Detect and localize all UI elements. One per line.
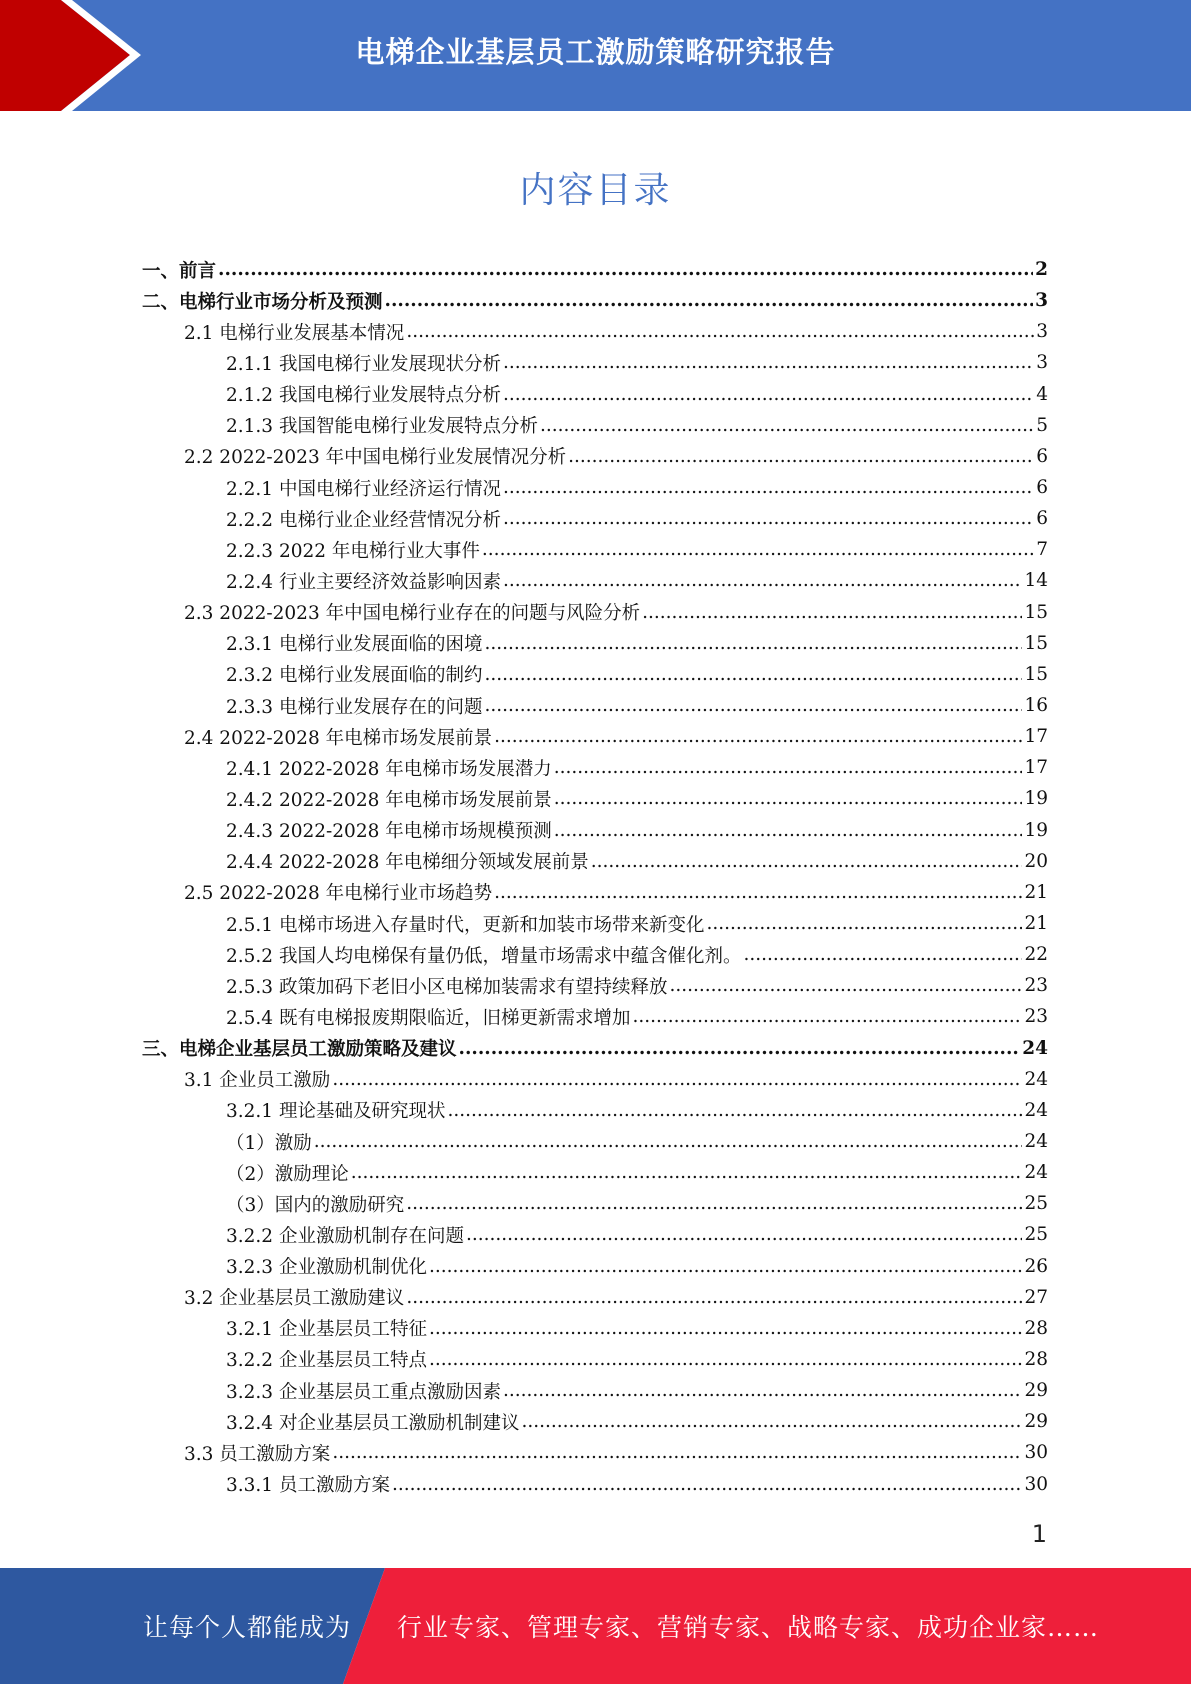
toc-leader-dots (482, 539, 1034, 560)
toc-entry[interactable] (142, 1095, 1048, 1126)
toc-entry-page: 15 (1024, 601, 1048, 623)
toc-entry[interactable] (142, 254, 1048, 285)
toc-leader-dots (484, 664, 1022, 685)
toc-entry-title: 3.2 企业基层员工激励建议 (184, 1288, 405, 1310)
toc-entry-title: 2.1.1 我国电梯行业发展现状分析 (226, 353, 501, 375)
toc-entry-page: 17 (1024, 757, 1048, 779)
toc-entry-page: 25 (1024, 1224, 1048, 1246)
toc-leader-dots (429, 1349, 1022, 1370)
toc-leader-dots (568, 446, 1034, 467)
toc-entry-page: 4 (1036, 383, 1048, 405)
toc-leader-dots (332, 1442, 1022, 1463)
toc-entry[interactable] (142, 721, 1048, 752)
toc-entry-title: 3.3 员工激励方案 (184, 1443, 331, 1465)
toc-entry-page: 24 (1024, 1068, 1048, 1090)
toc-leader-dots (642, 602, 1022, 623)
toc-entry[interactable] (142, 597, 1048, 628)
toc-entry-title: （2）激励理论 (226, 1163, 349, 1185)
toc-leader-dots (591, 851, 1023, 872)
toc-entry[interactable] (142, 970, 1048, 1001)
toc-entry-title: 3.1 企业员工激励 (184, 1070, 331, 1092)
toc-entry-title: （3）国内的激励研究 (226, 1194, 405, 1216)
toc-leader-dots (351, 1162, 1023, 1183)
toc-entry-page: 23 (1024, 975, 1048, 997)
toc-entry-page: 6 (1036, 477, 1048, 499)
toc-entry[interactable] (142, 316, 1048, 347)
toc-entry-page: 22 (1024, 944, 1048, 966)
toc-entry[interactable] (142, 1313, 1048, 1344)
toc-leader-dots (503, 508, 1034, 529)
toc-entry-title: 3.2.1 理论基础及研究现状 (226, 1101, 446, 1123)
toc-entry-page: 3 (1035, 290, 1048, 312)
toc-entry-page: 29 (1024, 1380, 1048, 1402)
toc-entry-title: 2.1.3 我国智能电梯行业发展特点分析 (226, 416, 538, 438)
toc-entry-page: 28 (1024, 1348, 1048, 1370)
toc-leader-dots (314, 1131, 1023, 1152)
toc-entry-title: 2.2.3 2022 年电梯行业大事件 (226, 540, 480, 562)
page-number: 1 (1031, 1520, 1047, 1548)
toc-entry-page: 29 (1024, 1411, 1048, 1433)
toc-entry-page: 24 (1022, 1037, 1048, 1059)
toc-entry-title: 2.2.4 行业主要经济效益影响因素 (226, 571, 501, 593)
toc-entry[interactable] (142, 1406, 1048, 1437)
toc-entry-title: 3.2.3 企业激励机制优化 (226, 1257, 427, 1279)
toc-entry-title: 2.4.3 2022-2028 年电梯市场规模预测 (226, 821, 552, 843)
toc-entry[interactable] (142, 628, 1048, 659)
toc-entry[interactable] (142, 1126, 1048, 1157)
toc-entry-title: 2.4.4 2022-2028 年电梯细分领域发展前景 (226, 852, 589, 874)
toc-leader-dots (494, 882, 1022, 903)
toc-entry-page: 14 (1024, 570, 1048, 592)
toc-entry[interactable] (142, 1001, 1048, 1032)
toc-leader-dots (392, 1474, 1022, 1495)
toc-entry-title: 3.2.4 对企业基层员工激励机制建议 (226, 1412, 520, 1434)
toc-leader-dots (406, 1193, 1022, 1214)
toc-entry-title: 三、电梯企业基层员工激励策略及建议 (142, 1039, 457, 1061)
toc-entry-title: 2.3.1 电梯行业发展面临的困境 (226, 634, 483, 656)
toc-entry[interactable] (142, 1437, 1048, 1468)
toc-leader-dots (406, 321, 1034, 342)
toc-leader-dots (540, 415, 1034, 436)
toc-entry-page: 30 (1024, 1473, 1048, 1495)
toc-leader-dots (447, 1100, 1022, 1121)
toc-entry-page: 24 (1024, 1131, 1048, 1152)
toc-entry-title: 3.2.2 企业基层员工特点 (226, 1350, 427, 1372)
toc-entry-title: 3.3.1 员工激励方案 (226, 1475, 390, 1497)
toc-entry-page: 17 (1024, 726, 1048, 748)
toc-entry-page: 3 (1036, 321, 1048, 343)
toc-entry[interactable] (142, 690, 1048, 721)
toc-entry-page: 15 (1024, 632, 1048, 654)
toc-entry[interactable] (142, 347, 1048, 378)
toc-leader-dots (743, 944, 1022, 965)
toc-leader-dots (503, 384, 1034, 405)
toc-leader-dots (669, 975, 1022, 996)
toc-entry[interactable] (142, 908, 1048, 939)
toc-entry-title: 3.2.1 企业基层员工特征 (226, 1319, 427, 1341)
toc-leader-dots (494, 726, 1022, 747)
toc-leader-dots (503, 1380, 1022, 1401)
toc-leader-dots (466, 1224, 1022, 1245)
toc-entry[interactable] (142, 285, 1048, 316)
toc-entry[interactable] (142, 441, 1048, 472)
toc-leader-dots (406, 1287, 1022, 1308)
toc-leader-dots (554, 757, 1023, 778)
toc-entry-title: 2.4.2 2022-2028 年电梯市场发展前景 (226, 789, 552, 811)
toc-entry-page: 15 (1024, 663, 1048, 685)
toc-entry-title: 二、电梯行业市场分析及预测 (142, 291, 383, 313)
toc-entry[interactable] (142, 659, 1048, 690)
toc-entry-title: 2.5.4 既有电梯报废期限临近，旧梯更新需求增加 (226, 1007, 631, 1029)
footer-slogan-left: 让每个人都能成为 (143, 1613, 352, 1642)
toc-entry[interactable] (142, 1219, 1048, 1250)
toc-entry[interactable] (142, 534, 1048, 565)
toc-entry[interactable] (142, 1344, 1048, 1375)
toc-entry-page: 3 (1036, 352, 1048, 374)
toc-entry[interactable] (142, 1375, 1048, 1406)
toc-entry-title: 2.5 2022-2028 年电梯行业市场趋势 (184, 883, 493, 905)
toc-entry-title: 3.2.3 企业基层员工重点激励因素 (226, 1381, 501, 1403)
toc-entry-title: （1）激励 (226, 1132, 312, 1154)
page-footer (0, 1568, 1191, 1684)
toc-entry[interactable] (142, 410, 1048, 441)
toc-leader-dots (521, 1411, 1022, 1432)
toc-entry[interactable] (142, 877, 1048, 908)
toc-leader-dots (429, 1318, 1022, 1339)
toc-entry[interactable] (142, 1251, 1048, 1282)
toc-leader-dots (503, 477, 1034, 498)
toc-entry-page: 26 (1024, 1255, 1048, 1277)
toc-entry-page: 21 (1024, 913, 1048, 935)
toc-entry-page: 27 (1024, 1286, 1048, 1308)
toc-entry[interactable] (142, 565, 1048, 596)
toc-entry-title: 2.1.2 我国电梯行业发展特点分析 (226, 385, 501, 407)
table-of-contents (142, 254, 1048, 1500)
toc-leader-dots (503, 352, 1034, 373)
toc-leader-dots (218, 259, 1033, 280)
toc-entry-page: 2 (1035, 259, 1048, 281)
toc-leader-dots (429, 1256, 1022, 1277)
toc-entry-title: 3.2.2 企业激励机制存在问题 (226, 1225, 464, 1247)
toc-entry-page: 24 (1024, 1099, 1048, 1121)
toc-entry[interactable] (142, 1033, 1048, 1064)
toc-entry-page: 24 (1024, 1162, 1048, 1184)
toc-entry[interactable] (142, 846, 1048, 877)
toc-entry[interactable] (142, 1064, 1048, 1095)
toc-leader-dots (385, 290, 1034, 311)
toc-leader-dots (503, 570, 1022, 591)
toc-leader-dots (484, 695, 1022, 716)
toc-entry-title: 2.2 2022-2023 年中国电梯行业发展情况分析 (184, 447, 567, 469)
toc-entry-title: 2.5.1 电梯市场进入存量时代，更新和加装市场带来新变化 (226, 914, 705, 936)
document-title: 电梯企业基层员工激励策略研究报告 (355, 34, 836, 69)
toc-entry-title: 2.4 2022-2028 年电梯市场发展前景 (184, 727, 493, 749)
toc-entry-title: 2.1 电梯行业发展基本情况 (184, 322, 405, 344)
toc-entry-page: 7 (1036, 539, 1048, 561)
toc-entry-page: 19 (1024, 819, 1048, 841)
toc-entry-page: 19 (1024, 788, 1048, 810)
toc-entry-page: 16 (1024, 695, 1048, 717)
page-header (0, 0, 1191, 111)
toc-leader-dots (706, 913, 1022, 934)
toc-leader-dots (484, 633, 1022, 654)
toc-entry-page: 6 (1036, 508, 1048, 530)
toc-entry[interactable] (142, 815, 1048, 846)
toc-entry[interactable] (142, 783, 1048, 814)
toc-entry-page: 23 (1024, 1006, 1048, 1028)
toc-leader-dots (554, 820, 1023, 841)
toc-entry[interactable] (142, 379, 1048, 410)
toc-leader-dots (332, 1069, 1022, 1090)
toc-entry-title: 2.2.1 中国电梯行业经济运行情况 (226, 478, 501, 500)
toc-entry-page: 21 (1024, 881, 1048, 903)
toc-leader-dots (459, 1038, 1021, 1059)
toc-entry-page: 28 (1024, 1317, 1048, 1339)
toc-entry-page: 5 (1036, 414, 1048, 436)
toc-entry-title: 2.4.1 2022-2028 年电梯市场发展潜力 (226, 758, 552, 780)
toc-heading: 内容目录 (519, 170, 672, 211)
toc-entry-title: 2.5.3 政策加码下老旧小区电梯加装需求有望持续释放 (226, 976, 668, 998)
toc-entry-title: 2.2.2 电梯行业企业经营情况分析 (226, 509, 501, 531)
toc-entry-title: 一、前言 (142, 260, 217, 282)
toc-entry-title: 2.3 2022-2023 年中国电梯行业存在的问题与风险分析 (184, 603, 641, 625)
toc-entry[interactable] (142, 1188, 1048, 1219)
toc-entry-title: 2.3.2 电梯行业发展面临的制约 (226, 665, 483, 687)
toc-entry[interactable] (142, 1468, 1048, 1499)
toc-entry[interactable] (142, 752, 1048, 783)
footer-slogan-right: 行业专家、管理专家、营销专家、战略专家、成功企业家…… (397, 1613, 1100, 1642)
toc-entry[interactable] (142, 503, 1048, 534)
toc-entry-page: 30 (1024, 1442, 1048, 1464)
toc-entry-page: 25 (1024, 1193, 1048, 1215)
toc-entry[interactable] (142, 1157, 1048, 1188)
toc-entry-page: 20 (1024, 850, 1048, 872)
toc-entry-title: 2.3.3 电梯行业发展存在的问题 (226, 696, 483, 718)
toc-leader-dots (632, 1006, 1022, 1027)
toc-entry[interactable] (142, 1282, 1048, 1313)
toc-entry[interactable] (142, 472, 1048, 503)
toc-leader-dots (554, 788, 1023, 809)
toc-entry-title: 2.5.2 我国人均电梯保有量仍低，增量市场需求中蕴含催化剂。 (226, 945, 742, 967)
toc-entry[interactable] (142, 939, 1048, 970)
toc-entry-page: 6 (1036, 445, 1048, 467)
